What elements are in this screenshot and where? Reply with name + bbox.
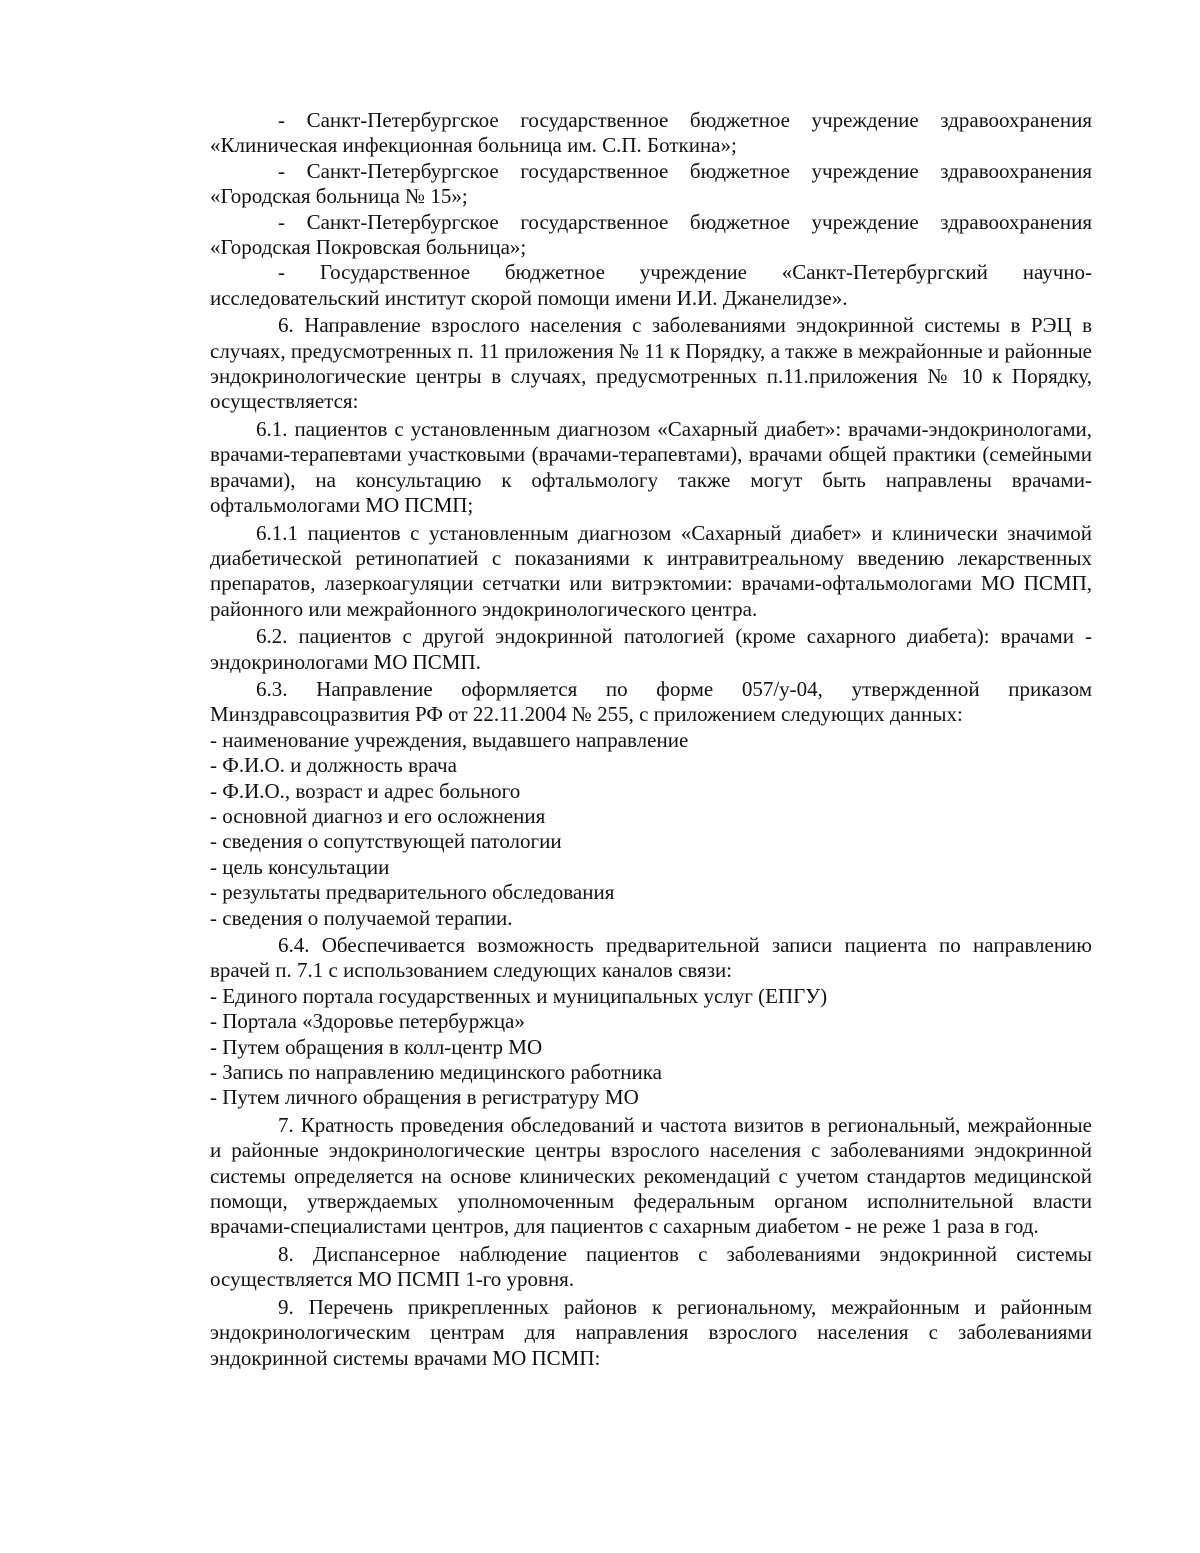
section-paragraph-9: 9. Перечень прикрепленных районов к региональному, межрайонным и районным эндокринологическим центрам для направления взрослого населения с заболеваниями эндокринной системы врачами МО ПСМП: [210,1294,1092,1370]
section-paragraph-6-1-1: 6.1.1 пациентов с установленным диагнозом «Сахарный диабет» и клинически значимой диабетической ретинопатией с показаниями к интравитреальному введению лекарственных препаратов, лазеркоагуляции сетчатки или витрэктомии: врачами-офтальмологами МО ПСМП, районного или межрайонного эндокринологического центра. [210,520,1092,621]
list-item: - наименование учреждения, выдавшего направление [210,727,689,752]
list-item: - Санкт-Петербургское государственное бюджетное учреждение здравоохранения «Клиническая инфекционная больница им. С.П. Боткина»; [210,108,1092,158]
section-paragraph-6-2: 6.2. пациентов с другой эндокринной патологией (кроме сахарного диабета): врачами - эндокринологами МО ПСМП. [210,624,1092,674]
list-item: - цель консультации [210,854,390,879]
list-item: - Санкт-Петербургское государственное бюджетное учреждение здравоохранения «Городская больница № 15»; [210,158,1092,209]
list-item: - результаты предварительного обследования [210,880,615,905]
list-item: - Портала «Здоровье петербуржца» [210,1009,525,1034]
section-paragraph-6: 6. Направление взрослого населения с заболеваниями эндокринной системы в РЭЦ в случаях, предусмотренных п. 11 приложения № 11 к Порядку, а также в межрайонные и районные эндокринологические центры в случаях, предусмотренных п.11.приложения № 10 к Порядку, осуществляется: [210,313,1092,414]
list-item: - сведения о получаемой терапии. [210,905,513,930]
list-item: - Путем обращения в колл-центр МО [210,1034,543,1059]
list-item: - Запись по направлению медицинского работника [210,1060,662,1085]
list-item: - Ф.И.О. и должность врача [210,753,457,778]
list-item: - Единого портала государственных и муниципальных услуг (ЕПГУ) [210,983,828,1008]
section-paragraph-6-3: 6.3. Направление оформляется по форме 057/у-04, утвержденной приказом Минздравсоцразвития РФ от 22.11.2004 № 255, с приложением следующих данных: [210,676,1092,727]
section-paragraph-6-4: 6.4. Обеспечивается возможность предварительной записи пациента по направлению врачей п. 7.1 с использованием следующих каналов связи: [210,933,1092,983]
list-item: - Ф.И.О., возраст и адрес больного [210,778,521,803]
list-item: - Государственное бюджетное учреждение «Санкт-Петербургский научно-исследовательский институт скорой помощи имени И.И. Джанелидзе». [210,260,1092,310]
section-paragraph-8: 8. Диспансерное наблюдение пациентов с заболеваниями эндокринной системы осуществляется МО ПСМП 1-го уровня. [210,1241,1092,1292]
section-paragraph-7: 7. Кратность проведения обследований и частота визитов в региональный, межрайонные и районные эндокринологические центры взрослого населения с заболеваниями эндокринной системы определяется на основе клинических рекомендаций с учетом стандартов медицинской помощи, утверждаемых уполномоченным федеральным органом исполнительной власти врачами-специалистами центров, для пациентов с сахарным диабетом - не реже 1 раза в год. [210,1112,1092,1239]
list-item: - Путем личного обращения в регистратуру МО [210,1085,639,1110]
document-page [210,108,1092,1371]
section-paragraph-6-1: 6.1. пациентов с установленным диагнозом «Сахарный диабет»: врачами-эндокринологами, врачами-терапевтами участковыми (врачами-терапевтами), врачами общей практики (семейными врачами), на консультацию к офтальмологу также могут быть направлены врачами-офтальмологами МО ПСМП; [210,416,1092,518]
list-item: - сведения о сопутствующей патологии [210,829,562,854]
list-item: - Санкт-Петербургское государственное бюджетное учреждение здравоохранения «Городская Покровская больница»; [210,209,1092,260]
list-item: - основной диагноз и его осложнения [210,803,546,828]
